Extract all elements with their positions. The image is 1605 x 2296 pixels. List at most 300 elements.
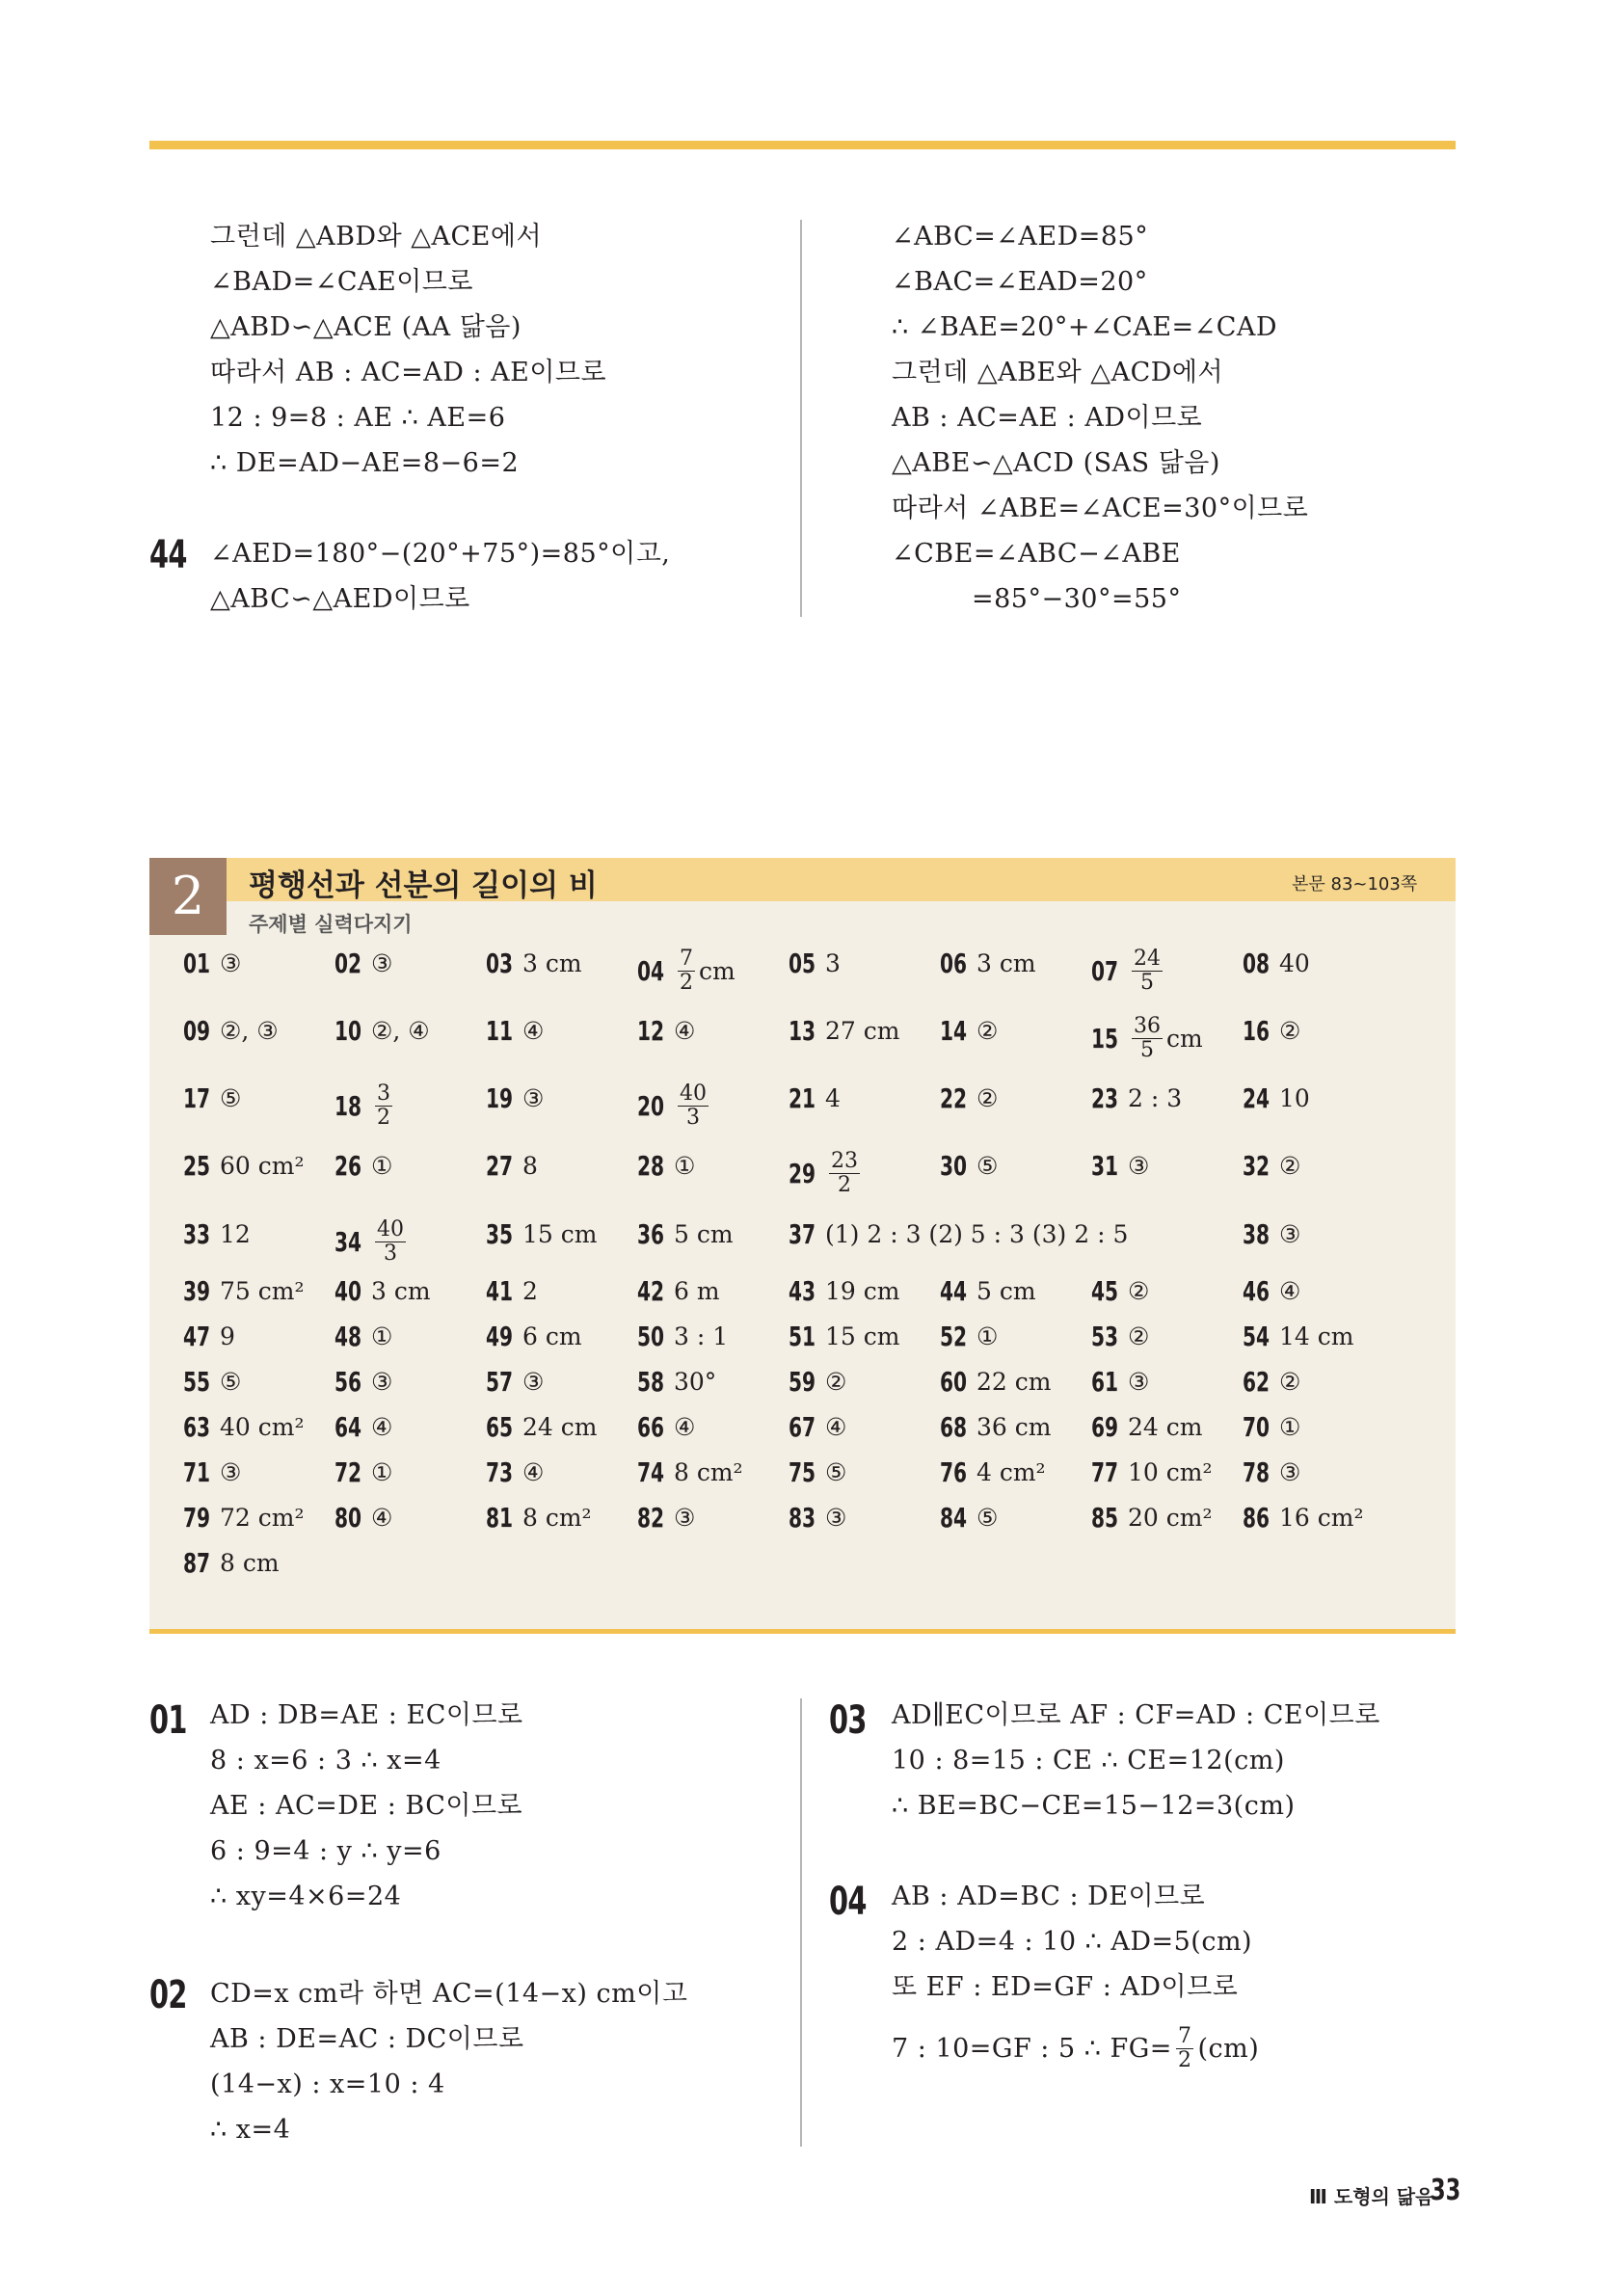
answer-value: 15 cm xyxy=(522,1220,598,1248)
chapter-footer: Ⅲ 도형의 닮음 xyxy=(1309,2185,1434,2208)
text-line: ∠BAC=∠EAD=20° xyxy=(892,267,1148,297)
answer-number: 50 xyxy=(637,1321,665,1352)
answer-item xyxy=(334,1321,392,1353)
answer-value: ③ xyxy=(674,1504,696,1532)
answer-number: 31 xyxy=(1091,1150,1119,1182)
answer-number: 87 xyxy=(183,1547,211,1579)
answer-value: 3 : 1 xyxy=(674,1322,729,1350)
answer-value: 9 xyxy=(220,1322,235,1350)
solution-line xyxy=(892,2025,1259,2072)
answer-item xyxy=(183,948,241,980)
text-line: 따라서 AB : AC=AD : AE이므로 xyxy=(210,358,607,387)
answer-number: 25 xyxy=(183,1150,211,1182)
answer-number: 83 xyxy=(789,1502,816,1534)
answer-item xyxy=(486,1366,544,1399)
answer-value: 6 cm xyxy=(522,1322,582,1350)
answer-number: 85 xyxy=(1091,1502,1119,1534)
answer-value: 72 cm² xyxy=(220,1504,305,1532)
answer-item xyxy=(1091,948,1166,995)
answer-item xyxy=(1091,1411,1202,1444)
answer-value: ② xyxy=(1128,1322,1150,1350)
answer-item xyxy=(940,1015,998,1048)
answer-item xyxy=(1243,1082,1310,1115)
answer-value: ① xyxy=(674,1152,696,1180)
answer-number: 24 xyxy=(1243,1082,1271,1114)
text-line: AB : AC=AE : AD이므로 xyxy=(892,403,1203,433)
answer-item xyxy=(1243,1456,1300,1489)
answer-value: ④ xyxy=(371,1504,393,1532)
answer-number: 22 xyxy=(940,1082,968,1114)
answer-item xyxy=(1091,1502,1213,1535)
answer-item xyxy=(1243,1411,1300,1444)
answer-item xyxy=(1243,1015,1300,1048)
answer-number: 10 xyxy=(334,1015,362,1047)
answer-value: 8 cm xyxy=(220,1549,280,1577)
answer-item xyxy=(1091,1150,1149,1183)
answer-fraction xyxy=(375,1082,392,1130)
answer-item xyxy=(183,1411,305,1444)
answer-number: 06 xyxy=(940,948,968,979)
answer-value: ②, ④ xyxy=(371,1017,430,1045)
answer-value: 30° xyxy=(674,1368,717,1396)
answer-number: 23 xyxy=(1091,1082,1119,1114)
answer-item xyxy=(183,1082,241,1115)
answer-value: ③ xyxy=(220,1458,242,1486)
answer-number: 82 xyxy=(637,1502,665,1534)
answer-value: 20 cm² xyxy=(1128,1504,1213,1532)
answer-item xyxy=(637,1321,728,1353)
answer-number: 54 xyxy=(1243,1321,1271,1352)
answer-item xyxy=(1243,1275,1300,1308)
answer-item xyxy=(940,1082,998,1115)
answer-item xyxy=(1243,1366,1300,1399)
answer-value: ④ xyxy=(522,1458,545,1486)
answer-value: (1) 2 : 3 (2) 5 : 3 (3) 2 : 5 xyxy=(825,1220,1129,1248)
answer-number: 84 xyxy=(940,1502,968,1534)
answer-item xyxy=(940,1275,1036,1308)
answer-number: 73 xyxy=(486,1456,514,1488)
answer-number: 78 xyxy=(1243,1456,1271,1488)
answer-item xyxy=(789,1150,864,1197)
answer-item xyxy=(1091,1456,1213,1489)
answer-value: 10 cm² xyxy=(1128,1458,1213,1486)
solution-line: AE : AC=DE : BC이므로 xyxy=(210,1791,523,1821)
answer-number: 70 xyxy=(1243,1411,1271,1443)
answer-item xyxy=(940,1150,998,1183)
solution-line-text: 7 : 10=GF : 5 ∴ FG= xyxy=(892,2033,1172,2064)
answer-number: 56 xyxy=(334,1366,362,1398)
answer-value: ② xyxy=(825,1368,847,1396)
answer-number: 17 xyxy=(183,1082,211,1114)
answer-value: 15 cm xyxy=(825,1322,900,1350)
text-line: 그런데 △ABE와 △ACD에서 xyxy=(892,358,1224,387)
fraction-numerator: 40 xyxy=(377,1217,404,1241)
answer-item xyxy=(1243,1502,1364,1535)
answer-number: 30 xyxy=(940,1150,968,1182)
answer-value: ④ xyxy=(371,1413,393,1441)
solution-line: AB : AD=BC : DE이므로 xyxy=(892,1882,1206,1911)
fraction-numerator: 3 xyxy=(377,1081,390,1106)
answer-item xyxy=(334,1366,392,1399)
answer-number: 52 xyxy=(940,1321,968,1352)
answer-number: 20 xyxy=(637,1089,665,1122)
answer-item xyxy=(486,1275,538,1308)
fraction-numerator: 40 xyxy=(680,1081,707,1106)
answer-value: ④ xyxy=(825,1413,847,1441)
solution-line: AB : DE=AC : DC이므로 xyxy=(210,2024,524,2054)
answer-number: 42 xyxy=(637,1275,665,1307)
answer-number: 86 xyxy=(1243,1502,1271,1534)
answer-number: 37 xyxy=(789,1218,816,1250)
fraction-denominator: 2 xyxy=(680,971,693,995)
answer-number: 67 xyxy=(789,1411,816,1443)
answer-value: ① xyxy=(1279,1413,1301,1441)
answer-number: 40 xyxy=(334,1275,362,1307)
fraction-denominator: 3 xyxy=(384,1241,397,1266)
answer-value: 36 cm xyxy=(976,1413,1052,1441)
answer-value: ① xyxy=(371,1152,393,1180)
answer-number: 51 xyxy=(789,1321,816,1352)
answer-item xyxy=(334,1015,430,1048)
answer-item xyxy=(334,1082,396,1130)
answer-box-bottom-bar xyxy=(149,1629,1456,1634)
answer-value: 4 xyxy=(825,1084,841,1112)
answer-item xyxy=(940,1456,1046,1489)
answer-value: ③ xyxy=(522,1368,545,1396)
answer-number: 60 xyxy=(940,1366,968,1398)
section-badge: 2 xyxy=(149,858,227,935)
answer-value: 5 cm xyxy=(674,1220,734,1248)
answer-value: ① xyxy=(371,1458,393,1486)
answer-item xyxy=(940,1366,1051,1399)
solution-line: ∴ x=4 xyxy=(210,2115,291,2145)
answer-number: 16 xyxy=(1243,1015,1271,1047)
solution-line: CD=x cm라 하면 AC=(14−x) cm이고 xyxy=(210,1979,688,2009)
answer-value: ③ xyxy=(522,1084,545,1112)
answer-number: 66 xyxy=(637,1411,665,1443)
answer-value: ② xyxy=(1128,1277,1150,1305)
answer-item xyxy=(486,1321,582,1353)
solution-line: 8 : x=6 : 3 ∴ x=4 xyxy=(210,1746,441,1775)
text-line: ∠CBE=∠ABC−∠ABE xyxy=(892,539,1181,569)
answer-number: 46 xyxy=(1243,1275,1271,1307)
answer-number: 28 xyxy=(637,1150,665,1182)
fraction xyxy=(1176,2025,1194,2072)
solution-line: (14−x) : x=10 : 4 xyxy=(210,2069,445,2099)
answer-item xyxy=(183,1321,235,1353)
answer-number: 55 xyxy=(183,1366,211,1398)
answer-item xyxy=(486,1218,597,1251)
answer-item xyxy=(1091,1015,1203,1062)
answer-number: 11 xyxy=(486,1015,514,1047)
answer-fraction xyxy=(678,1082,709,1130)
answer-item xyxy=(183,1502,305,1535)
answer-value: ⑤ xyxy=(976,1152,999,1180)
solution-line: ∴ xy=4×6=24 xyxy=(210,1882,402,1911)
answer-number: 15 xyxy=(1091,1022,1119,1055)
answer-number: 32 xyxy=(1243,1150,1271,1182)
answer-value: 40 xyxy=(1279,949,1310,977)
answer-number: 43 xyxy=(789,1275,816,1307)
answer-value: ④ xyxy=(674,1413,696,1441)
answer-item xyxy=(1091,1275,1149,1308)
section-title: 평행선과 선분의 길이의 비 xyxy=(249,868,598,903)
answer-item xyxy=(789,1411,846,1444)
answer-value: 3 cm xyxy=(522,949,582,977)
answer-number: 74 xyxy=(637,1456,665,1488)
answer-number: 27 xyxy=(486,1150,514,1182)
answer-number: 19 xyxy=(486,1082,514,1114)
answer-item xyxy=(183,1015,279,1048)
text-line: △ABE∽△ACD (SAS 닮음) xyxy=(892,448,1220,478)
answer-item xyxy=(1091,1321,1149,1353)
answer-item xyxy=(183,1547,280,1580)
answer-number: 76 xyxy=(940,1456,968,1488)
answer-item xyxy=(789,1015,899,1048)
answer-number: 05 xyxy=(789,948,816,979)
fraction-numerator: 36 xyxy=(1134,1014,1161,1038)
answer-value: ② xyxy=(1279,1368,1301,1396)
fraction-denominator: 5 xyxy=(1140,971,1154,995)
answer-number: 07 xyxy=(1091,954,1119,987)
solution-line: 또 EF : ED=GF : AD이므로 xyxy=(892,1972,1239,2002)
answer-number: 58 xyxy=(637,1366,665,1398)
answer-value: 3 cm xyxy=(976,949,1036,977)
answer-number: 47 xyxy=(183,1321,211,1352)
text-line: 따라서 ∠ABE=∠ACE=30°이므로 xyxy=(892,494,1309,523)
answer-number: 81 xyxy=(486,1502,514,1534)
answer-item xyxy=(1091,1366,1149,1399)
answer-number: 36 xyxy=(637,1218,665,1250)
solution-number-03: 03 xyxy=(829,1698,867,1743)
answer-value: 12 xyxy=(220,1220,251,1248)
answer-item xyxy=(486,1150,538,1183)
text-line: ∠ABC=∠AED=85° xyxy=(892,222,1149,252)
answer-item xyxy=(789,1502,846,1535)
answer-number: 71 xyxy=(183,1456,211,1488)
answer-item xyxy=(789,1218,1128,1251)
answer-number: 26 xyxy=(334,1150,362,1182)
answer-value: cm xyxy=(699,956,736,985)
answer-number: 04 xyxy=(637,954,665,987)
answer-number: 12 xyxy=(637,1015,665,1047)
answer-number: 33 xyxy=(183,1218,211,1250)
answer-value: 27 cm xyxy=(825,1017,900,1045)
answer-value: ④ xyxy=(1279,1277,1301,1305)
answer-value: 22 cm xyxy=(976,1368,1052,1396)
answer-value: 24 cm xyxy=(1128,1413,1203,1441)
text-line: 12 : 9=8 : AE ∴ AE=6 xyxy=(210,403,506,433)
answer-item xyxy=(183,1150,305,1183)
answer-value: 8 cm² xyxy=(674,1458,743,1486)
solution-line: 6 : 9=4 : y ∴ y=6 xyxy=(210,1836,441,1866)
text-line: ∠BAD=∠CAE이므로 xyxy=(210,267,473,297)
answer-number: 21 xyxy=(789,1082,816,1114)
answer-value: 16 cm² xyxy=(1279,1504,1364,1532)
solution-line: ∴ BE=BC−CE=15−12=3(cm) xyxy=(892,1791,1296,1821)
answer-value: ③ xyxy=(371,1368,393,1396)
answer-item xyxy=(1091,1082,1182,1115)
answer-value: ① xyxy=(976,1322,999,1350)
fraction-denominator: 3 xyxy=(686,1106,700,1130)
answer-item xyxy=(334,1275,431,1308)
section-subtitle: 주제별 실력다지기 xyxy=(249,913,413,936)
answer-item xyxy=(1243,1321,1353,1353)
answer-number: 65 xyxy=(486,1411,514,1443)
answer-value: ②, ③ xyxy=(220,1017,279,1045)
answer-number: 41 xyxy=(486,1275,514,1307)
answer-number: 03 xyxy=(486,948,514,979)
answer-item xyxy=(1243,1150,1300,1183)
text-line: △ABD∽△ACE (AA 닮음) xyxy=(210,312,522,342)
answer-value: ③ xyxy=(1128,1152,1150,1180)
answer-value: ⑤ xyxy=(220,1368,242,1396)
answer-value: ③ xyxy=(1279,1220,1301,1248)
answer-item xyxy=(637,1218,734,1251)
answer-number: 35 xyxy=(486,1218,514,1250)
answer-item xyxy=(486,1411,597,1444)
top-accent-bar xyxy=(149,141,1456,149)
answer-item xyxy=(637,1456,743,1489)
answer-item xyxy=(940,948,1036,980)
answer-number: 62 xyxy=(1243,1366,1271,1398)
answer-item xyxy=(1243,1218,1300,1251)
answer-value: ⑤ xyxy=(220,1084,242,1112)
answer-item xyxy=(486,1502,592,1535)
answer-item xyxy=(334,1502,392,1535)
answer-item xyxy=(940,1411,1051,1444)
answer-item xyxy=(334,1218,410,1266)
solution-number-04: 04 xyxy=(829,1880,867,1924)
answer-value: ② xyxy=(976,1017,999,1045)
answer-number: 09 xyxy=(183,1015,211,1047)
answer-value: ① xyxy=(371,1322,393,1350)
answer-value: 10 xyxy=(1279,1084,1310,1112)
answer-value: 14 cm xyxy=(1279,1322,1354,1350)
answer-item xyxy=(334,1456,392,1489)
answer-value: ⑤ xyxy=(976,1504,999,1532)
answer-value: ③ xyxy=(1128,1368,1150,1396)
answer-item xyxy=(940,1321,998,1353)
answer-item xyxy=(334,1150,392,1183)
answer-value: 75 cm² xyxy=(220,1277,305,1305)
page-number: 33 xyxy=(1431,2174,1461,2207)
answer-value: ④ xyxy=(674,1017,696,1045)
answer-number: 59 xyxy=(789,1366,816,1398)
answer-number: 14 xyxy=(940,1015,968,1047)
answer-value: 5 cm xyxy=(976,1277,1036,1305)
answer-value: 24 cm xyxy=(522,1413,598,1441)
answer-value: 60 cm² xyxy=(220,1152,305,1180)
answer-value: ② xyxy=(976,1084,999,1112)
answer-item xyxy=(789,1275,899,1308)
answer-item xyxy=(183,1366,241,1399)
fraction-numerator: 24 xyxy=(1134,947,1161,971)
answer-item xyxy=(183,1456,241,1489)
fraction-denominator: 2 xyxy=(377,1106,390,1130)
answer-fraction xyxy=(1132,1015,1163,1062)
answer-item xyxy=(637,1502,695,1535)
answer-value: ④ xyxy=(522,1017,545,1045)
question-number-44: 44 xyxy=(149,533,187,577)
answer-item xyxy=(637,1411,695,1444)
answer-value: 3 cm xyxy=(371,1277,431,1305)
answer-value: cm xyxy=(1166,1024,1203,1053)
text-line: 그런데 △ABD와 △ACE에서 xyxy=(210,222,543,252)
answer-value: ② xyxy=(1279,1152,1301,1180)
answer-fraction xyxy=(829,1150,860,1197)
solution-number-02: 02 xyxy=(149,1973,187,2017)
answer-fraction xyxy=(1132,948,1163,995)
answer-number: 61 xyxy=(1091,1366,1119,1398)
answer-value: 4 cm² xyxy=(976,1458,1046,1486)
answer-number: 01 xyxy=(183,948,211,979)
solution-line: AD∥EC이므로 AF : CF=AD : CE이므로 xyxy=(892,1700,1380,1730)
answer-number: 18 xyxy=(334,1089,362,1122)
answer-item xyxy=(637,1275,720,1308)
answer-value: 3 xyxy=(825,949,841,977)
answer-number: 57 xyxy=(486,1366,514,1398)
text-line: =85°−30°=55° xyxy=(972,584,1182,614)
answer-number: 38 xyxy=(1243,1218,1271,1250)
answer-item xyxy=(486,1082,544,1115)
answer-number: 69 xyxy=(1091,1411,1119,1443)
solution-number-01: 01 xyxy=(149,1698,187,1743)
answer-value: 8 xyxy=(522,1152,538,1180)
solution-line: AD : DB=AE : EC이므로 xyxy=(210,1700,523,1730)
column-divider xyxy=(800,1698,802,2147)
answer-item xyxy=(637,948,736,995)
answer-value: ② xyxy=(1279,1017,1301,1045)
answer-value: ③ xyxy=(220,949,242,977)
answer-number: 68 xyxy=(940,1411,968,1443)
answer-value: ③ xyxy=(1279,1458,1301,1486)
answer-number: 34 xyxy=(334,1225,362,1258)
fraction-numerator: 7 xyxy=(680,947,693,971)
answer-value: 2 xyxy=(522,1277,538,1305)
answer-item xyxy=(940,1502,998,1535)
answer-number: 53 xyxy=(1091,1321,1119,1352)
answer-item xyxy=(789,948,841,980)
answer-item xyxy=(486,1015,544,1048)
solution-line-unit: (cm) xyxy=(1197,2033,1260,2064)
answer-item xyxy=(789,1456,846,1489)
answer-fraction xyxy=(678,948,695,995)
answer-number: 63 xyxy=(183,1411,211,1443)
answer-value: 2 : 3 xyxy=(1128,1084,1183,1112)
solution-line: 2 : AD=4 : 10 ∴ AD=5(cm) xyxy=(892,1927,1253,1957)
answer-number: 08 xyxy=(1243,948,1271,979)
answer-value: 6 m xyxy=(674,1277,720,1305)
answer-item xyxy=(1243,948,1310,980)
answer-number: 75 xyxy=(789,1456,816,1488)
answer-number: 45 xyxy=(1091,1275,1119,1307)
text-line: ∠AED=180°−(20°+75°)=85°이고, xyxy=(210,539,671,569)
answer-fraction xyxy=(375,1218,406,1266)
answer-number: 39 xyxy=(183,1275,211,1307)
answer-number: 49 xyxy=(486,1321,514,1352)
answer-item xyxy=(789,1321,899,1353)
answer-number: 64 xyxy=(334,1411,362,1443)
column-divider xyxy=(800,220,802,617)
answer-value: 40 cm² xyxy=(220,1413,305,1441)
answer-number: 79 xyxy=(183,1502,211,1534)
answer-item xyxy=(637,1150,695,1183)
answer-item xyxy=(183,1275,305,1308)
answer-item xyxy=(637,1082,712,1130)
fraction-denominator: 5 xyxy=(1140,1038,1154,1062)
answer-item xyxy=(789,1082,841,1115)
